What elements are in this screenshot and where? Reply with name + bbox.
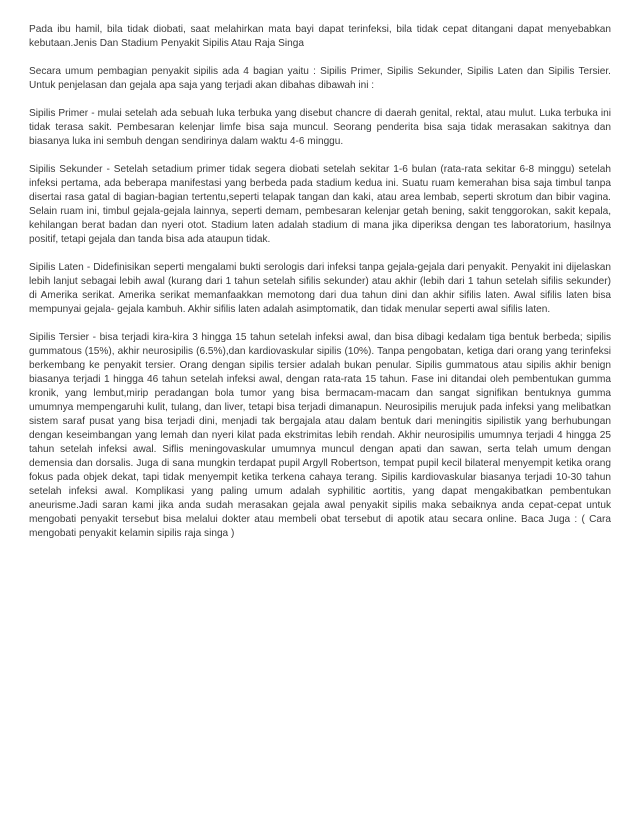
paragraph-intro: Pada ibu hamil, bila tidak diobati, saat melahirkan mata bayi dapat terinfeksi, bila tidak cepat ditangani dapat menyebabkan kebutaan.Jenis Dan Stadium Penyakit Sipilis Atau Raja Singa [29, 24, 611, 49]
paragraph-sipilis-primer: Sipilis Primer - mulai setelah ada sebuah luka terbuka yang disebut chancre di daerah genital, rektal, atau mulut. Luka terbuka ini tidak terasa sakit. Pembesaran kelenjar limfe bisa saja muncul. Seorang penderita bisa saja tidak merasakan sakitnya dan biasanya luka ini sembuh dengan sendirinya dalam waktu 4-6 minggu. [29, 108, 611, 147]
paragraph-overview: Secara umum pembagian penyakit sipilis ada 4 bagian yaitu : Sipilis Primer, Sipilis Sekunder, Sipilis Laten dan Sipilis Tersier. Untuk penjelasan dan gejala apa saja yang terjadi akan dibahas dibawah ini : [29, 66, 611, 91]
paragraph-sipilis-tersier: Sipilis Tersier - bisa terjadi kira-kira 3 hingga 15 tahun setelah infeksi awal, dan bisa dibagi kedalam tiga bentuk berbeda; sipilis gummatous (15%), akhir neurosipilis (6.5%),dan kardiovaskular sipilis (10%). Tanpa pengobatan, ketiga dari orang yang terinfeksi berkembang ke penyakit tersier. Orang dengan sipilis tersier adalah bukan penular. Sipilis gummatous atau sipilis akhir benign biasanya terjadi 1 hingga 46 tahun setelah infeksi awal, dengan rata-rata 15 tahun. Fase ini ditandai oleh pembentukan gumma kronik, yang lembut,mirip peradangan bola tumor yang bisa bermacam-macam dan sangat signifikan bentuknya gumma umumnya mempengaruhi kulit, tulang, dan liver, tetapi bisa terjadi dimanapun. Neurosipilis merujuk pada infeksi yang melibatkan sistem saraf pusat yang bisa terjadi dini, menjadi tak bergajala atau dalam bentuk dari meningitis sipilistik yang berhubungan dengan keseimbangan yang lemah dan nyeri kilat pada ekstrimitas lebih rendah. Akhir neurosipilis umumnya terjadi 4 hingga 25 tahun setelah infeksi awal. Siflis meningovaskular umumnya muncul dengan apati dan sawan, serta telah umum dengan demensia dan dorsalis. Juga di sana mungkin terdapat pupil Argyll Robertson, tempat pupil kecil bilateral menyempit ketika orang fokus pada objek dekat, tapi tidak menyempit ketika terkena cahaya terang. Sipilis kardiovaskular biasanya terjadi 10-30 tahun setelah infeksi awal. Komplikasi yang paling umum adalah syphilitic aortitis, yang dapat mengakibatkan pembentukan aneurisme.Jadi saran kami jika anda sudah merasakan gejala awal penyakit sipilis maka sebaiknya anda cepat-cepat untuk mengobati penyakit tersebut bisa melalui dokter atau membeli obat tersebut di apotik atau secara online. Baca Juga : ( Cara mengobati penyakit kelamin sipilis raja singa ) [29, 332, 611, 539]
paragraph-sipilis-sekunder: Sipilis Sekunder - Setelah setadium primer tidak segera diobati setelah sekitar 1-6 bulan (rata-rata sekitar 6-8 minggu) setelah infeksi pertama, ada beberapa manifestasi yang berbeda pada stadium kedua ini. Suatu ruam kemerahan bisa saja timbul tanpa disertai rasa gatal di bagian-bagian tertentu,seperti telapak tangan dan kaki, atau area lembab, seperti skrotum dan bibir vagina. Selain ruam ini, timbul gejala-gejala lainnya, seperti demam, pembesaran kelenjar getah bening, sakit tenggorokan, sakit kepala, kehilangan berat badan dan nyeri otot. Stadium laten adalah stadium di mana jika diperiksa dengan tes laboratorium, hasilnya positif, tetapi gejala dan tanda bisa ada ataupun tidak. [29, 164, 611, 245]
document-body [29, 23, 611, 555]
paragraph-sipilis-laten: Sipilis Laten - Didefinisikan seperti mengalami bukti serologis dari infeksi tanpa gejala-gejala dari penyakit. Penyakit ini dijelaskan lebih lanjut sebagai lebih awal (kurang dari 1 tahun setelah sifilis sekunder) atau akhir (lebih dari 1 tahun setelah sifilis sekunder) di Amerika serikat. Amerika serikat memanfaakkan memotong dari dua tahun dini dan akhir sifilis laten. Awal sifilis laten bisa mempunyai gejala- gejala kambuh. Akhir sifilis laten adalah asimptomatik, dan tidak menular seperti awal sifilis laten. [29, 262, 611, 315]
